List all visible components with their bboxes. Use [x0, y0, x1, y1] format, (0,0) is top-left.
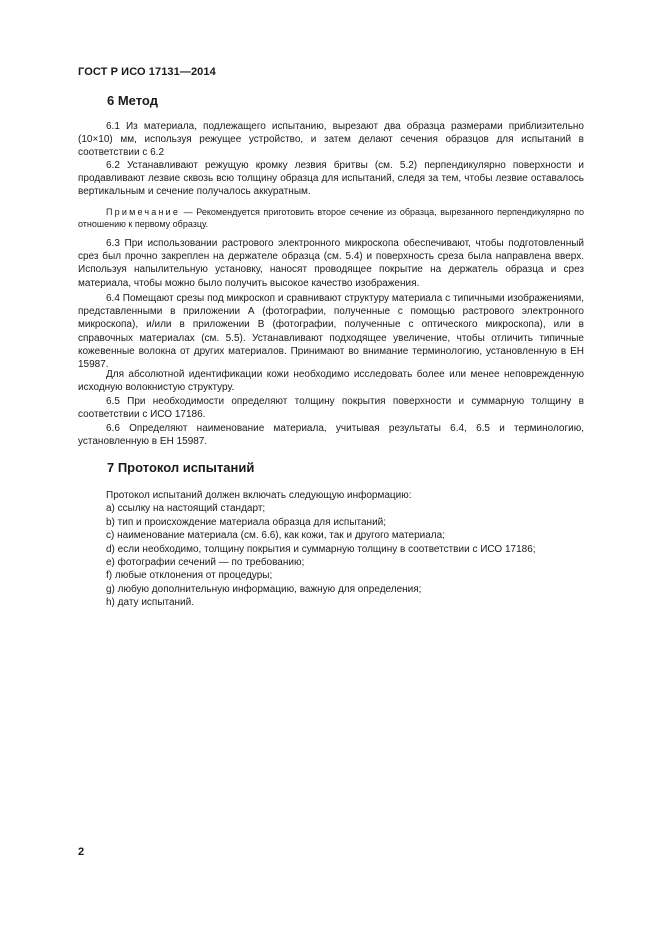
- note-label: Примечание: [106, 207, 181, 217]
- list-item: g) любую дополнительную информацию, важную для определения;: [106, 583, 422, 595]
- list-item: a) ссылку на настоящий стандарт;: [106, 503, 266, 515]
- protocol-list: [106, 489, 586, 610]
- section-6-title: 6 Метод: [107, 93, 158, 108]
- note: [78, 206, 584, 230]
- paragraph-6-4-continued: Для абсолютной идентификации кожи необходимо исследовать более или менее неповрежденную исходную волокнистую структуру.: [78, 369, 584, 394]
- paragraph-6-6: 6.6 Определяют наименование материала, учитывая результаты 6.4, 6.5 и терминологию, установленную в ЕН 15987.: [78, 423, 584, 448]
- list-item: f) любые отклонения от процедуры;: [106, 570, 273, 582]
- paragraph-6-3: 6.3 При использовании растрового электронного микроскопа обеспечивают, чтобы подготовленный срез был прочно закреплен на держателе образца (см. 5.4) и поверхность среза была направлена вверх. Используя напылительную установку, наносят проводящее покрытие на держатель образца и срез материала, чтобы можно было получить высокое качество изображения.: [78, 238, 584, 289]
- paragraph-6-2: 6.2 Устанавливают режущую кромку лезвия бритвы (см. 5.2) перпендикулярно поверхности и продавливают лезвие сквозь всю толщину образца для испытаний, следя за тем, чтобы лезвие оставалось вертикальным и сечение получалось аккуратным.: [78, 160, 584, 198]
- section-7-title: 7 Протокол испытаний: [107, 460, 255, 475]
- protocol-intro: Протокол испытаний должен включать следующую информацию:: [106, 490, 412, 501]
- document-header: ГОСТ Р ИСО 17131—2014: [78, 66, 216, 78]
- list-item: c) наименование материала (см. 6.6), как кожи, так и другого материала;: [106, 530, 445, 542]
- paragraph-6-4: 6.4 Помещают срезы под микроскоп и сравнивают структуру материала с типичными изображениями, представленными в приложении А (фотографии, полученные с помощью растрового электронного микроскопа), и/или в приложении В (фотографии, полученные с оптического микроскопа), или в справочных материалах (см. 5.5). Устанавливают подходящее увеличение, чтобы отличить типичные кожевенные волокна от других материалов. Принимают во внимание терминологию, установленную в ЕН 15987.: [78, 293, 584, 371]
- note-text: — Рекомендуется приготовить второе сечение из образца, вырезанного перпендикулярно по отношению к первому образцу.: [78, 207, 584, 229]
- paragraph-6-1: 6.1 Из материала, подлежащего испытанию, вырезают два образца размерами приблизительно (10×10) мм, используя режущее устройство, и затем делают сечения образцов для испытаний в соответствии с 6.2: [78, 121, 584, 159]
- paragraph-6-5: 6.5 При необходимости определяют толщину покрытия поверхности и суммарную толщину в соответствии с ИСО 17186.: [78, 396, 584, 421]
- list-item: h) дату испытаний.: [106, 597, 195, 609]
- list-item: b) тип и происхождение материала образца для испытаний;: [106, 516, 387, 528]
- list-item: e) фотографии сечений — по требованию;: [106, 557, 305, 569]
- list-item: d) если необходимо, толщину покрытия и суммарную толщину в соответствии с ИСО 17186;: [106, 543, 536, 555]
- page-number: 2: [78, 846, 85, 858]
